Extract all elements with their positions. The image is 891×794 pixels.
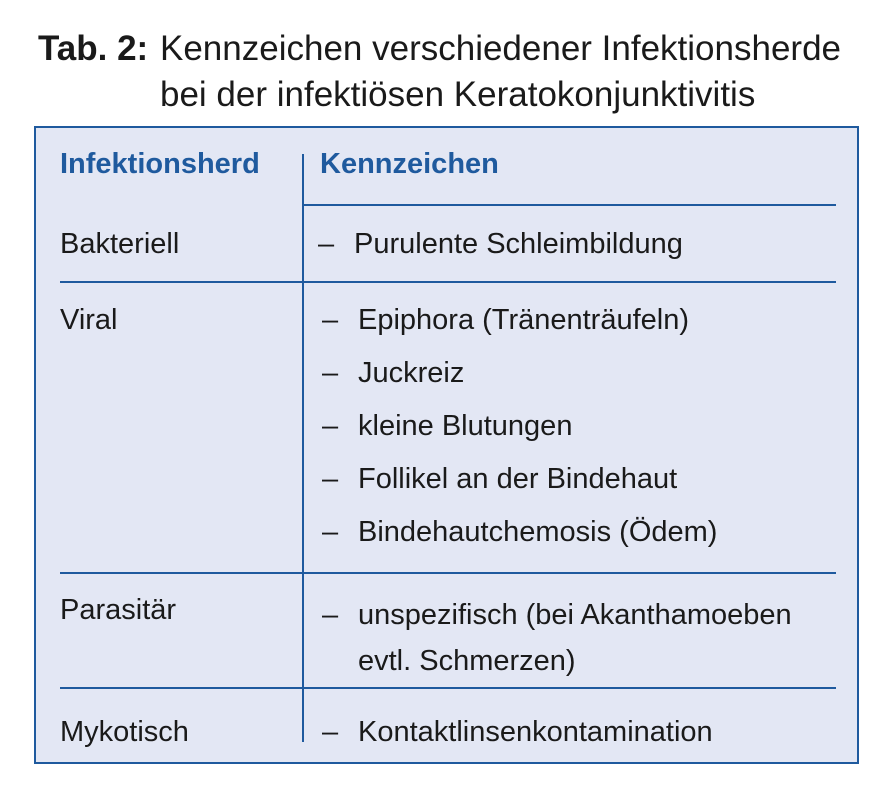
row-viral-herd: Viral (60, 304, 118, 336)
dash-bullet: – (322, 716, 339, 748)
feature-text: unspezifisch (bei Akanthamoeben evtl. Schmerzen) (358, 599, 792, 677)
feature-text: Epiphora (Tränenträufeln) (358, 304, 689, 336)
row-separator (60, 687, 836, 689)
feature-item (322, 461, 717, 497)
caption-label: Tab. 2: (38, 29, 149, 68)
infection-table (34, 126, 859, 764)
feature-text: Follikel an der Bindehaut (358, 463, 678, 495)
row-separator (60, 572, 836, 574)
feature-item (322, 714, 713, 750)
row-parasitaer-herd: Parasitär (60, 594, 177, 626)
feature-text: kleine Blutungen (358, 410, 573, 442)
dash-bullet: – (322, 463, 339, 495)
table-caption (38, 26, 878, 118)
row-separator (60, 281, 836, 283)
caption-line-1 (38, 26, 878, 72)
dash-bullet: – (318, 228, 335, 260)
feature-text: Juckreiz (358, 357, 465, 389)
caption-title-line-2: bei der infektiösen Keratokonjunktivitis (160, 75, 756, 114)
feature-item (322, 592, 842, 684)
dash-bullet: – (322, 304, 339, 336)
dash-bullet: – (322, 410, 339, 442)
row-mykotisch-features (322, 714, 713, 750)
row-parasitaer-features (322, 592, 842, 684)
feature-text: Bindehautchemosis (Ödem) (358, 516, 718, 548)
dash-bullet: – (322, 599, 339, 631)
feature-text: Purulente Schleimbildung (354, 228, 683, 260)
row-bakteriell-features (318, 226, 683, 262)
feature-item (322, 355, 717, 391)
dash-bullet: – (322, 516, 339, 548)
feature-item (322, 302, 717, 338)
feature-item (322, 408, 717, 444)
feature-item (322, 514, 717, 550)
caption-title-line-1: Kennzeichen verschiedener Infektionsherde (160, 29, 841, 68)
dash-bullet: – (322, 357, 339, 389)
feature-item (318, 226, 683, 262)
header-infektionsherd: Infektionsherd (60, 148, 260, 180)
row-viral-features (322, 302, 717, 550)
column-divider (302, 154, 304, 742)
row-bakteriell-herd: Bakteriell (60, 228, 180, 260)
feature-text: Kontaktlinsenkontamination (358, 716, 713, 748)
header-separator (302, 204, 836, 206)
row-mykotisch-herd: Mykotisch (60, 716, 189, 748)
header-kennzeichen: Kennzeichen (320, 148, 499, 180)
